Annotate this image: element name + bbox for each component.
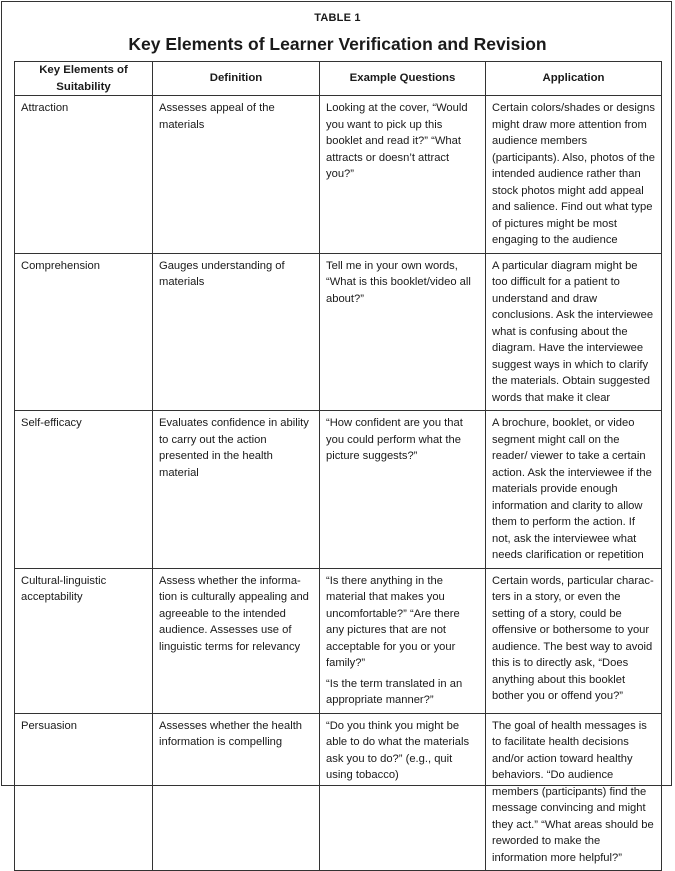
element-cell: Comprehension [15,253,153,411]
question-text: Tell me in your own words, “What is this booklet/video all about?” [326,259,471,305]
definition-cell: Assesses appeal of the materials [153,96,320,254]
element-cell: Attraction [15,96,153,254]
element-cell: Self-efficacy [15,411,153,569]
header-row [15,62,662,96]
table-row [15,411,662,569]
question-text: “How confident are you that you could perform what the picture suggests?” [326,417,463,462]
definition-cell: Assesses whether the health information is compelling [153,713,320,871]
definition-cell: Gauges understanding of materials [153,253,320,411]
questions-cell [320,253,486,411]
definition-cell: Evaluates confidence in ability to carry out the action presented in the health material [153,411,320,569]
suitability-table [14,61,662,871]
question-text: “Is there anything in the material that makes you uncomfortable?” “Are there any pictures that are not acceptable for you or your family?” [326,574,460,669]
application-cell: A particular diagram might be too difficult for a patient to understand and draw conclusions. Ask the interviewee what is confusing about the diagram. Have the interviewee suggest ways in which to clarify the materials. Obtain suggested words that make it clear [486,253,662,411]
column-header-element: Key Elements of Suitability [15,62,153,96]
table-row [15,568,662,713]
questions-cell [320,568,486,713]
table-row [15,96,662,254]
question-text: “Do you think you might be able to do what the materials ask you to do?” (e.g., quit using tobacco) [326,719,470,781]
application-cell: A brochure, booklet, or video segment might call on the reader/ viewer to take a certain action. Ask the interviewee if the materials provide enough information and clarity to allow them to perform the action. If not, ask the interviewee what needs clarification or repetition [486,411,662,569]
table-row [15,253,662,411]
column-header-definition: Definition [153,62,320,96]
column-header-questions: Example Questions [320,62,486,96]
table-title: Key Elements of Learner Verification and Revision [128,34,547,54]
questions-cell [320,713,486,871]
table-label: TABLE 1 [314,12,361,24]
questions-cell [320,96,486,254]
element-cell: Persuasion [15,713,153,871]
question-text: “Is the term translated in an appropriate manner?” [326,677,463,706]
table-row [15,713,662,871]
definition-cell: Assess whether the information is culturally appealing and agreeable to the intended audience. Assesses use of linguistic terms for relevancy [153,568,320,713]
questions-cell [320,411,486,569]
application-cell: The goal of health messages is to facilitate health decisions and/or action toward healthy behaviors. “Do audience members (participants) find the message convincing and might they act.” “What areas should be reworded to make the information more helpful?” [486,713,662,871]
element-cell: Cultural-linguistic acceptability [15,568,153,713]
question-text: Looking at the cover, “Would you want to pick up this booklet and read it?” “What attracts or doesn’t attract you?” [326,102,468,180]
column-header-application: Application [486,62,662,96]
application-cell: Certain words, particular characters in a story, or even the setting of a story, could be offensive or bothersome to your audience. The best way to avoid this is to directly ask, “Does anything about this booklet bother you or offend you?” [486,568,662,713]
application-cell: Certain colors/shades or designs might draw more attention from audience members (participants). Also, photos of the intended audience rather than stock photos might add appeal and salience. Find out what type of pictures might be most engaging to the audience [486,96,662,254]
